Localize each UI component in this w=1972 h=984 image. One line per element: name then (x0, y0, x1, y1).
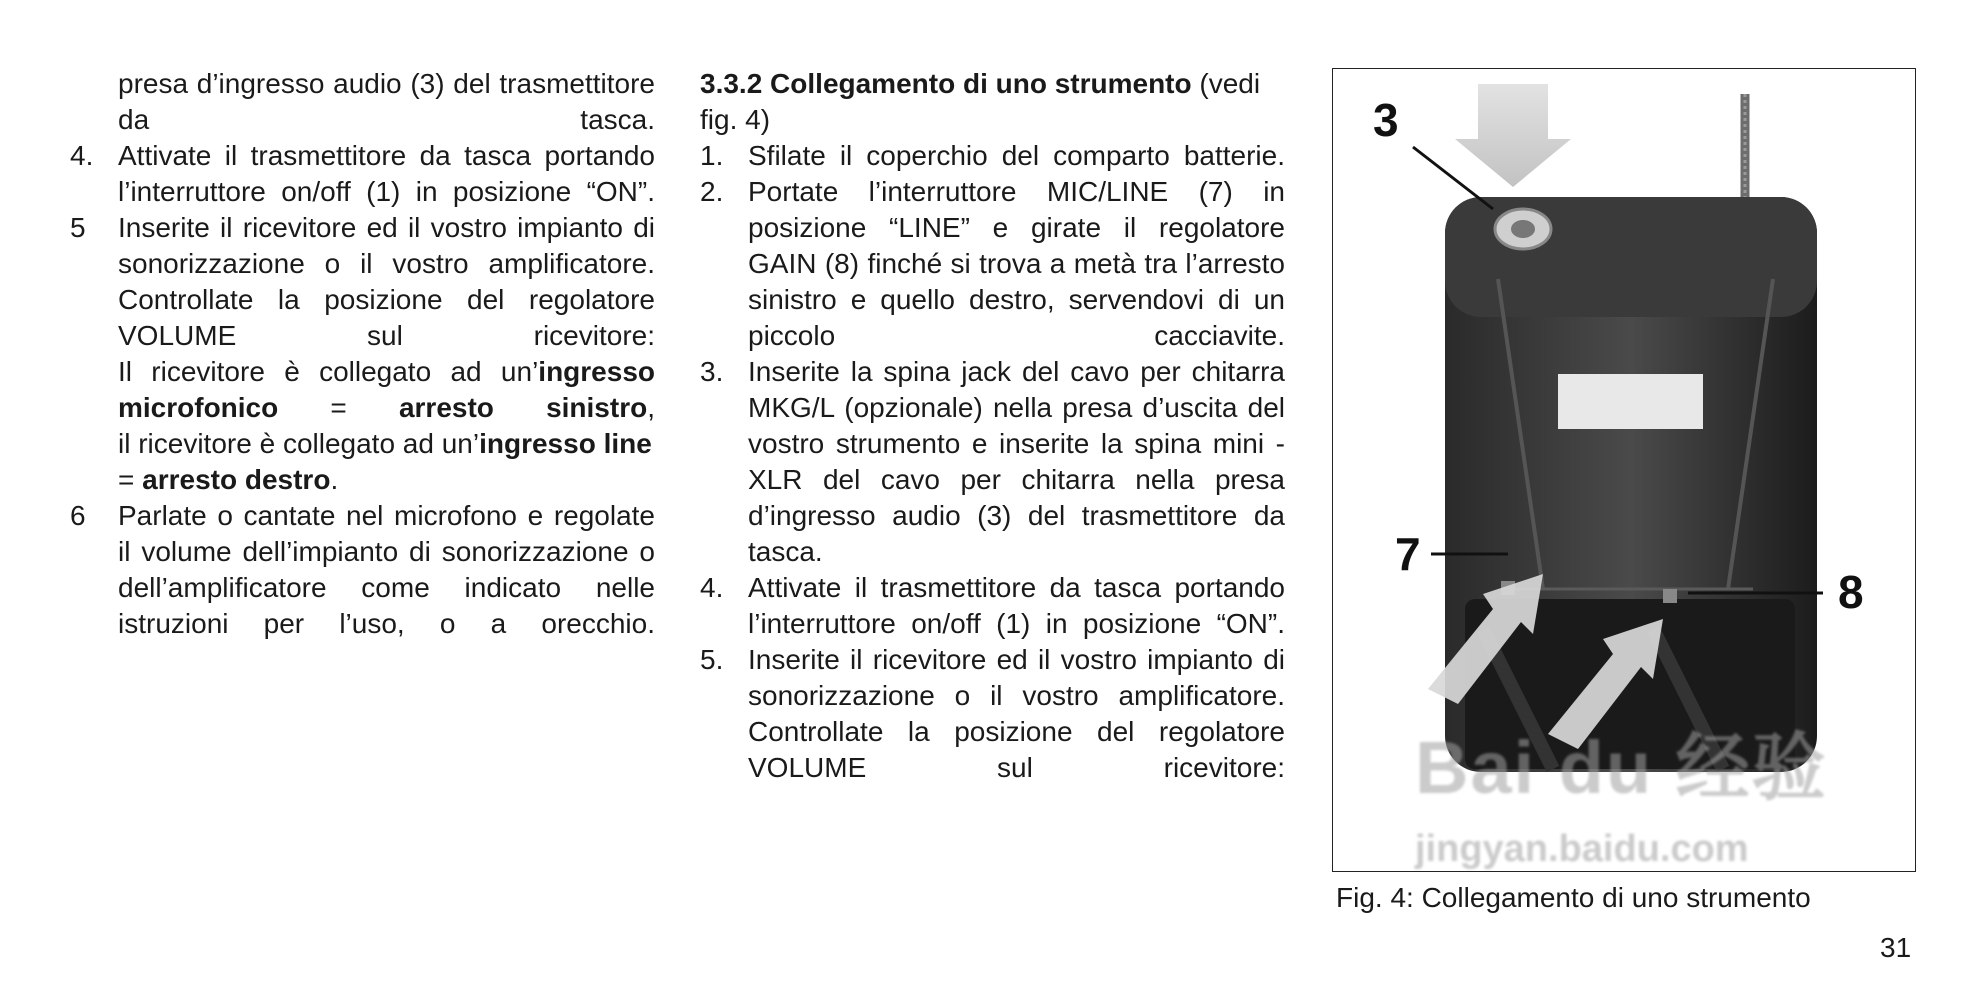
continuation-text: presa d’ingresso audio (3) del trasmettitore da tasca. (118, 68, 655, 135)
volume-check-text: Controllate la posizione del regolatore VOLUME sul ricevitore: (748, 716, 1285, 783)
device-label (1558, 374, 1703, 429)
item-number: 5 (70, 212, 86, 243)
mic-input-text (70, 354, 655, 426)
transmitter-illustration (1333, 69, 1916, 872)
right-stop-label: arresto destro (142, 464, 331, 495)
item-text: Attivate il trasmettitore da tasca portando l’interruttore on/off (1) in posizione “ON”. (748, 572, 1285, 639)
line-input-text (70, 426, 655, 498)
section-heading-title: 3.3.2 Collegamento di uno strumento (700, 68, 1192, 99)
list-item (70, 138, 655, 210)
item-text: Inserite il ricevitore ed il vostro impianto di sonorizzazione o il vostro amplificatore. (118, 212, 655, 279)
list-item (700, 642, 1285, 714)
item-text: Attivate il trasmettitore da tasca portando l’interruttore on/off (1) in posizione “ON”. (118, 140, 655, 207)
mic-prefix: Il ricevitore è collegato ad un’ (118, 356, 539, 387)
item-number: 6 (70, 500, 86, 531)
list-item (70, 498, 655, 642)
mic-input-label: ingresso microfonico (118, 356, 655, 423)
item-text: Parlate o cantate nel microfono e regolate il volume dell’impianto di sonorizzazione o dell’amplificatore come indicato nelle istruzioni per l’uso, o a orecchio. (118, 500, 655, 639)
section-heading-reference: (vedi fig. 4) (700, 68, 1261, 135)
callout-label-3: 3 (1373, 94, 1399, 146)
left-stop-label: arresto sinistro (398, 392, 648, 423)
baidu-watermark-url: jingyan.baidu.com (1415, 828, 1749, 870)
item-number: 4. (700, 572, 724, 603)
item-text: Inserite il ricevitore ed il vostro impianto di sonorizzazione o il vostro amplificatore. (748, 644, 1285, 711)
list-item (70, 210, 655, 282)
line-prefix: il ricevitore è collegato ad un’ (118, 428, 480, 459)
item-text: Sfilate il coperchio del comparto batterie. (748, 140, 1285, 171)
line-input-label: ingresso line (479, 428, 652, 459)
list-item (700, 354, 1285, 570)
item-text: Portate l’interruttore MIC/LINE (7) in posizione “LINE” e girate il regolatore GAIN (8) finché si trova a metà tra l’arresto sinistro e quello destro, servendovi di un piccolo cacciavite. (748, 176, 1285, 351)
insert-arrow-top (1455, 84, 1571, 187)
punctuation: . (330, 464, 339, 495)
item-number: 5. (700, 644, 724, 675)
list-item (700, 138, 1285, 174)
item-number: 3. (700, 356, 724, 387)
item-text: Inserite la spina jack del cavo per chitarra MKG/L (opzionale) nella presa d’uscita del vostro strumento e inserite la spina mini -XLR del cavo per chitarra nella presa d’ingresso audio (3) del trasmettitore da tasca. (748, 356, 1285, 567)
item-number: 2. (700, 176, 724, 207)
equals-sign: = (118, 464, 143, 495)
equals-sign: = (278, 392, 399, 423)
middle-column (700, 66, 1285, 786)
callout-label-8: 8 (1838, 566, 1864, 618)
punctuation: , (647, 392, 655, 423)
section-heading (700, 66, 1285, 138)
list-item (700, 570, 1285, 642)
page-number: 31 (1880, 932, 1912, 963)
figure-caption: Fig. 4: Collegamento di uno strumento (1336, 882, 1811, 913)
item-number: 1. (700, 140, 724, 171)
list-item (700, 174, 1285, 354)
left-column (70, 66, 655, 642)
figure-transmitter-photo (1332, 68, 1916, 872)
baidu-watermark-logo: Bai du 经验 (1415, 726, 1828, 809)
callout-label-7: 7 (1395, 528, 1421, 580)
volume-check-text: Controllate la posizione del regolatore VOLUME sul ricevitore: (118, 284, 655, 351)
item-number: 4. (70, 140, 94, 171)
